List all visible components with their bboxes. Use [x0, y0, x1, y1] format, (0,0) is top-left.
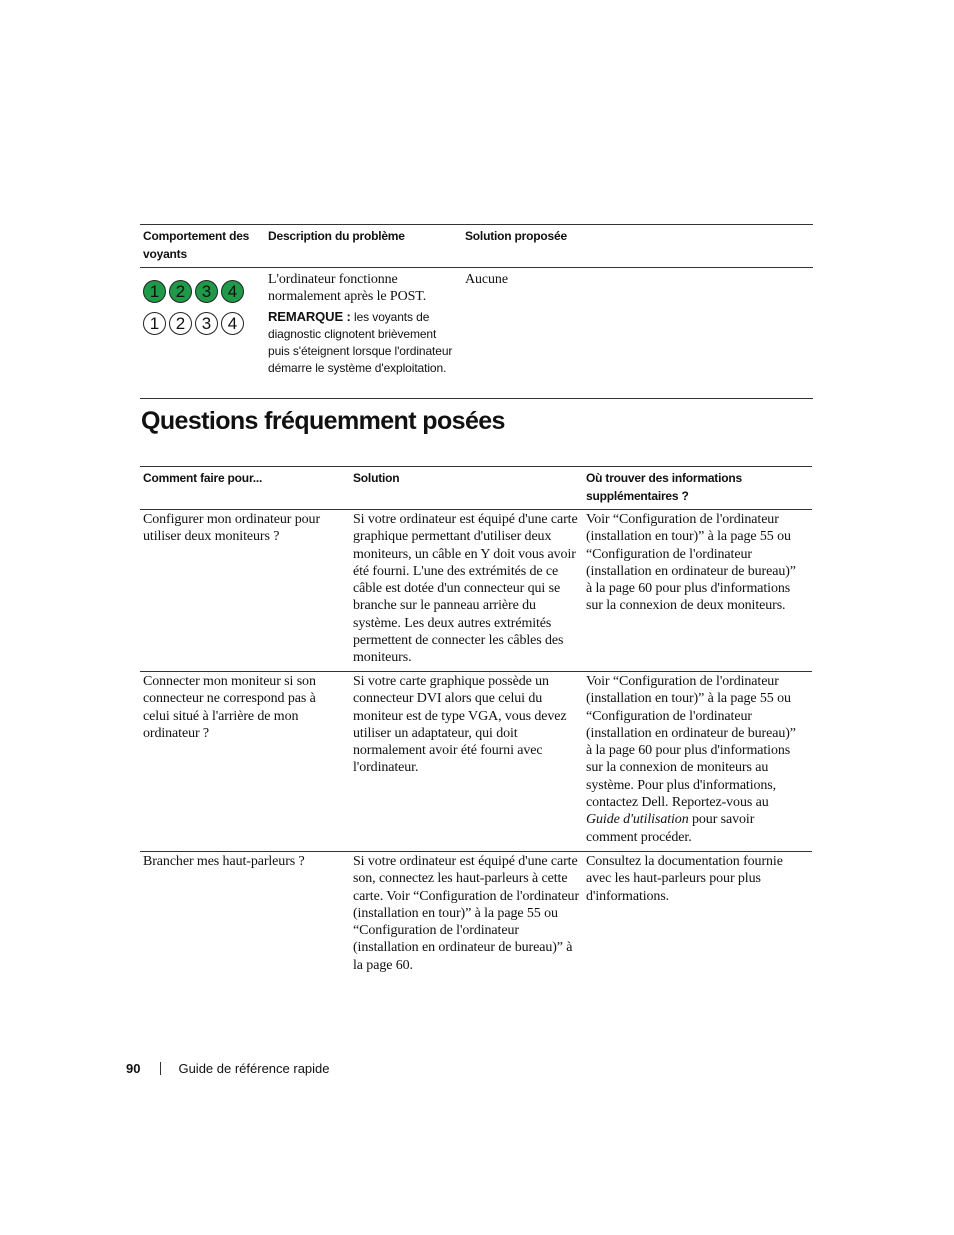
- faq-solution: Si votre ordinateur est équipé d'une carte son, connectez les haut-parleurs à cette carte. Voir “Configuration de l'ordinateur (installation en tour)” à la page 55 ou “Configuration de l'ordinateur (installation en ordinateur de bureau)” à la page 60.: [353, 854, 580, 973]
- faq-info-text: pour savoir comment procéder.: [586, 812, 755, 845]
- problem-description-cell: [265, 268, 462, 398]
- led-row-on: [143, 280, 262, 303]
- faq-question: Configurer mon ordinateur pour utiliser deux moniteurs ?: [143, 512, 321, 545]
- led-behavior-table: [140, 224, 813, 399]
- faq-solution: Si votre carte graphique possède un connecteur DVI alors que celui du moniteur est de type VGA, vous devez utiliser un adaptateur, qui doit normalement avoir été fourni avec l'ordinateur.: [353, 674, 567, 776]
- guide-title: Guide d'utilisation: [586, 812, 689, 828]
- column-header: Solution proposée: [465, 229, 567, 243]
- table-row: [140, 510, 812, 672]
- diagnostic-led-on-icon: 1: [143, 280, 166, 303]
- faq-info: Voir “Configuration de l'ordinateur (installation en tour)” à la page 55 ou “Configuration de l'ordinateur (installation en ordinateur de bureau)” à la page 60 pour plus d'informations sur la connexion de deux moniteurs.: [586, 512, 796, 614]
- faq-info-text: Voir “Configuration de l'ordinateur (installation en tour)” à la page 55 ou “Configuration de l'ordinateur (installation en ordinateur de bureau)” à la page 60 pour plus d'informations sur la connexion de moniteurs au système. Pour plus d'informations, contactez Dell. Reportez-vous au: [586, 674, 796, 811]
- note-label: REMARQUE :: [268, 308, 351, 324]
- diagnostic-led-on-icon: 2: [169, 280, 192, 303]
- faq-solution: Si votre ordinateur est équipé d'une carte graphique permettant d'utiliser deux moniteurs, un câble en Y doit vous avoir été fourni. L'une des extrémités de ce câble est dotée d'un connecteur qui se branche sur le panneau arrière du système. Les deux autres extrémités permettent de connecter les câbles des moniteurs.: [353, 512, 578, 666]
- page-footer: [126, 1061, 330, 1076]
- section-title: Questions fréquemment posées: [141, 407, 505, 435]
- proposed-solution: Aucune: [465, 272, 508, 287]
- column-header: Comportement des voyants: [143, 229, 250, 261]
- footer-divider: [160, 1062, 161, 1075]
- diagnostic-led-off-icon: 1: [143, 312, 166, 335]
- faq-info: Consultez la documentation fournie avec les haut-parleurs pour plus d'informations.: [586, 854, 783, 904]
- table-row: [140, 268, 813, 399]
- diagnostic-led-off-icon: 3: [195, 312, 218, 335]
- column-header: Solution: [353, 471, 400, 485]
- faq-table: [140, 466, 812, 980]
- diagnostic-led-on-icon: 4: [221, 280, 244, 303]
- faq-question: Connecter mon moniteur si son connecteur ne correspond pas à celui situé à l'arrière de mon ordinateur ?: [143, 674, 316, 741]
- column-header: Comment faire pour...: [143, 471, 263, 485]
- document-title: Guide de référence rapide: [178, 1061, 330, 1076]
- note: [268, 308, 459, 378]
- diagnostic-led-on-icon: 3: [195, 280, 218, 303]
- led-indicators-cell: [140, 268, 265, 398]
- problem-description: L'ordinateur fonctionne normalement après le POST.: [268, 272, 427, 305]
- page-number: 90: [126, 1061, 141, 1076]
- diagnostic-led-off-icon: 4: [221, 312, 244, 335]
- led-row-off: [143, 312, 262, 335]
- table-header-row: [140, 467, 812, 510]
- table-row: [140, 852, 812, 980]
- column-header: Où trouver des informations supplémentaires ?: [586, 471, 742, 503]
- table-row: [140, 672, 812, 852]
- faq-question: Brancher mes haut-parleurs ?: [143, 854, 305, 869]
- note-text: les voyants de diagnostic clignotent brièvement puis s'éteignent lorsque l'ordinateur démarre le système d'exploitation.: [268, 309, 453, 376]
- column-header: Description du problème: [268, 229, 405, 243]
- faq-info: [583, 672, 812, 851]
- diagnostic-led-off-icon: 2: [169, 312, 192, 335]
- table-header-row: [140, 225, 813, 268]
